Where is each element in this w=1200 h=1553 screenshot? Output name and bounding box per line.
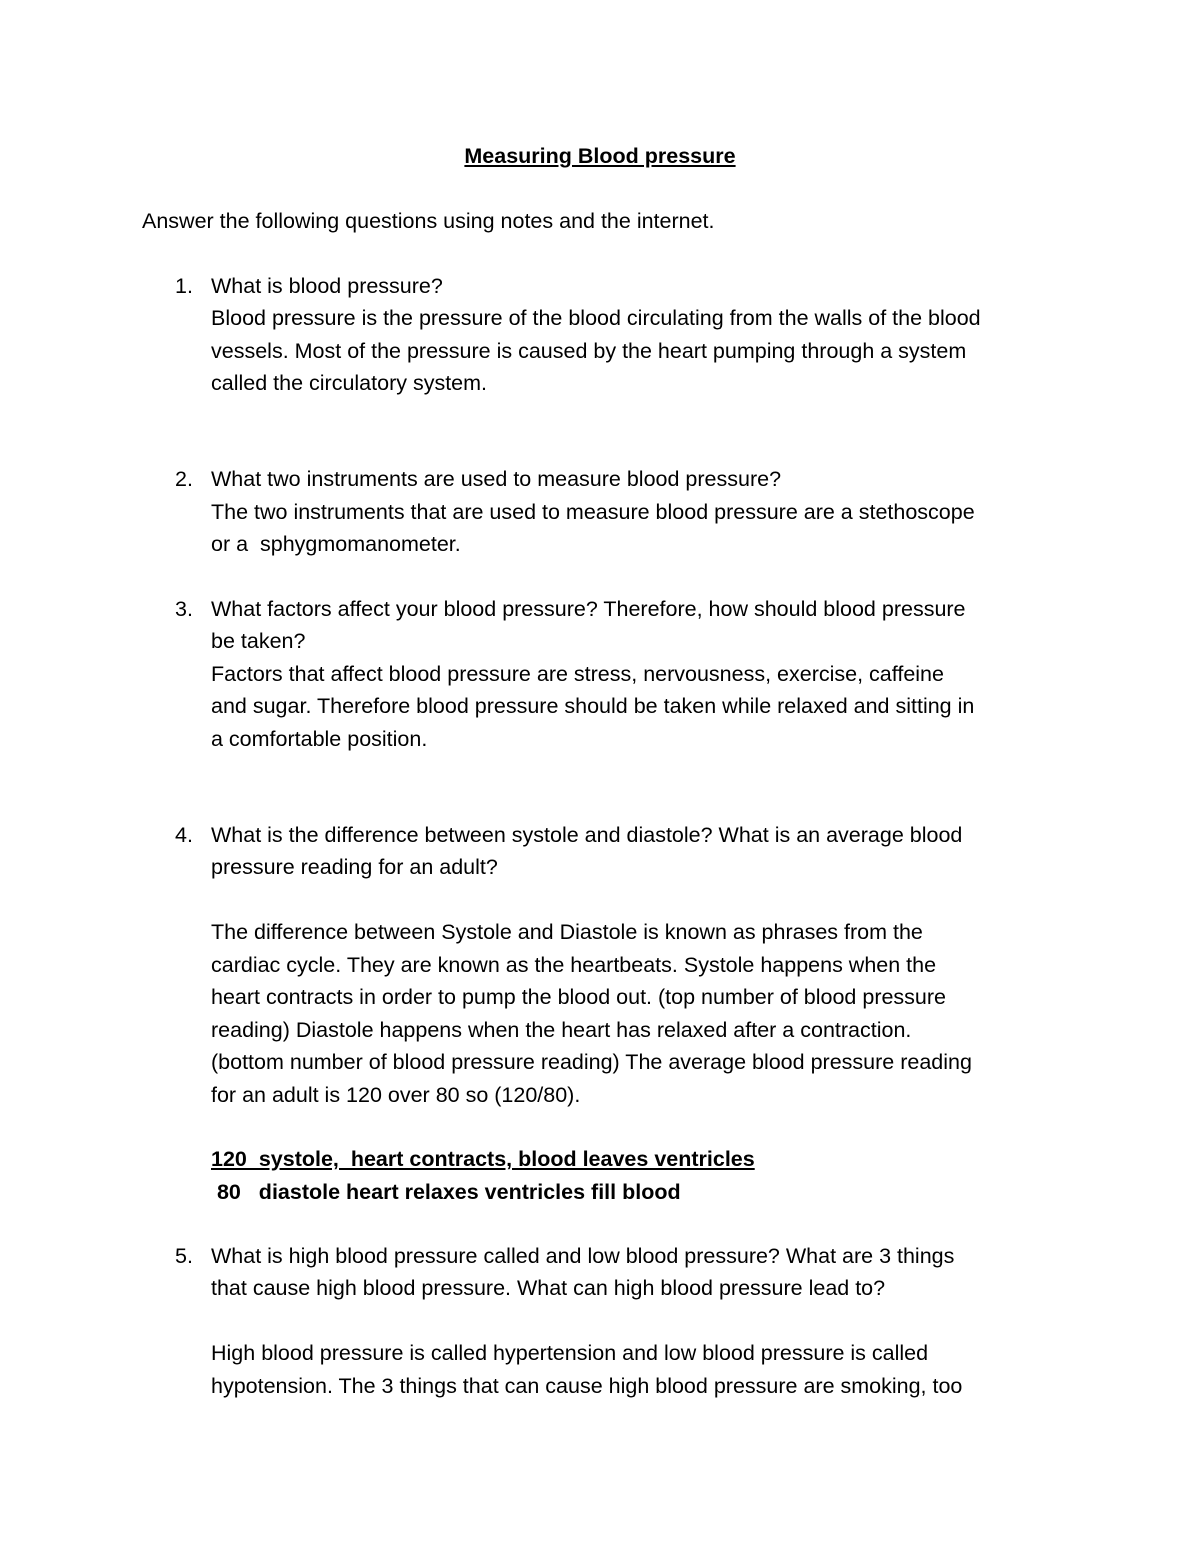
answer-4-line: The difference between Systole and Diastole is known as phrases from the: [211, 920, 923, 944]
answer-4-line: cardiac cycle. They are known as the heartbeats. Systole happens when the: [211, 953, 937, 977]
answer-2-line: The two instruments that are used to measure blood pressure are a stethoscope: [211, 500, 975, 524]
question-4-number: 4.: [175, 823, 193, 847]
answer-4-line: heart contracts in order to pump the blood out. (top number of blood pressure: [211, 985, 947, 1009]
answer-1-line: Blood pressure is the pressure of the blood circulating from the walls of the blood: [211, 306, 981, 330]
answer-1-line: called the circulatory system.: [211, 371, 488, 395]
answer-4-line: reading) Diastole happens when the heart has relaxed after a contraction.: [211, 1018, 912, 1042]
answer-5-line: High blood pressure is called hypertension and low blood pressure is called: [211, 1341, 929, 1365]
document-title: Measuring Blood pressure: [464, 144, 736, 168]
question-1-text: What is blood pressure?: [211, 274, 443, 298]
question-3-number: 3.: [175, 597, 193, 621]
question-5-text: that cause high blood pressure. What can high blood pressure lead to?: [211, 1276, 886, 1300]
answer-3-line: Factors that affect blood pressure are stress, nervousness, exercise, caffeine: [211, 662, 944, 686]
diastole-note: 80 diastole heart relaxes ventricles fill blood: [211, 1180, 681, 1204]
instructions-text: Answer the following questions using notes and the internet.: [142, 209, 715, 233]
question-1-number: 1.: [175, 274, 193, 298]
question-5-text: What is high blood pressure called and low blood pressure? What are 3 things: [211, 1244, 955, 1268]
answer-5-line: hypotension. The 3 things that can cause high blood pressure are smoking, too: [211, 1374, 963, 1398]
question-5-number: 5.: [175, 1244, 193, 1268]
question-4-text: What is the difference between systole and diastole? What is an average blood: [211, 823, 963, 847]
answer-4-line: (bottom number of blood pressure reading) The average blood pressure reading: [211, 1050, 972, 1074]
answer-4-line: for an adult is 120 over 80 so (120/80).: [211, 1083, 581, 1107]
answer-2-line: or a sphygmomanometer.: [211, 532, 461, 556]
answer-1-line: vessels. Most of the pressure is caused by the heart pumping through a system: [211, 339, 967, 363]
question-4-text: pressure reading for an adult?: [211, 855, 498, 879]
answer-3-line: and sugar. Therefore blood pressure should be taken while relaxed and sitting in: [211, 694, 975, 718]
question-3-text: What factors affect your blood pressure? Therefore, how should blood pressure: [211, 597, 966, 621]
systole-note: 120 systole, heart contracts, blood leaves ventricles: [211, 1147, 755, 1171]
question-3-text: be taken?: [211, 629, 306, 653]
answer-3-line: a comfortable position.: [211, 727, 428, 751]
question-2-number: 2.: [175, 467, 193, 491]
question-2-text: What two instruments are used to measure blood pressure?: [211, 467, 782, 491]
